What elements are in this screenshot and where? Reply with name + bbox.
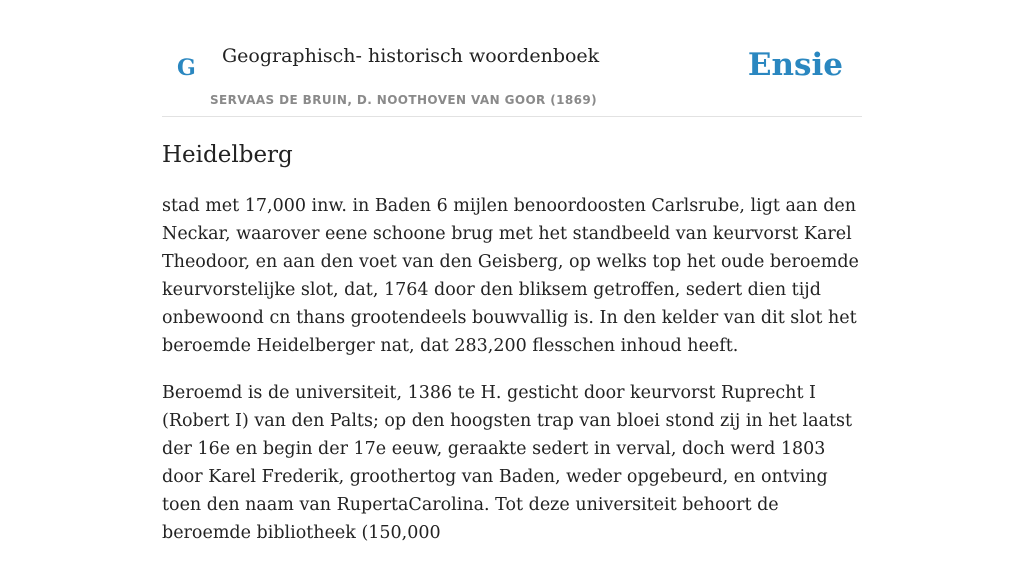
article-paragraph: Beroemd is de universiteit, 1386 te H. gesticht door keurvorst Ruprecht I (Robert I) van den Palts; op den hoogsten trap van bloei stond zij in het laatst der 16e en begin der 17e eeuw, geraakte sedert in verval, doch werd 1803 door Karel Frederik, groothertog van Baden, weder opgebeurd, en ontving toen den naam van RupertaCarolina. Tot deze universiteit behoort de beroemde bibliotheek (150,000 [162, 383, 852, 543]
book-title-link[interactable]: Geographisch- historisch woordenboek [222, 45, 600, 67]
book-letter-link[interactable]: G [177, 55, 196, 81]
book-author: SERVAAS DE BRUIN, D. NOOTHOVEN VAN GOOR (1869) [210, 93, 598, 107]
book-header [162, 0, 862, 117]
article-paragraph: stad met 17,000 inw. in Baden 6 mijlen benoordoosten Carlsrube, ligt aan den Neckar, waarover eene schoone brug met het standbeeld van keurvorst Karel Theodoor, en aan den voet van den Geisberg, op welks top het oude beroemde keurvorstelijke slot, dat, 1764 door den bliksem getroffen, sedert dien tijd onbewoond cn thans grootendeels bouwvallig is. In den kelder van dit slot het beroemde Heidelberger nat, dat 283,200 flesschen inhoud heeft. [162, 196, 859, 356]
ensie-logo-link[interactable]: Ensie [747, 47, 843, 83]
article-content [162, 192, 862, 566]
article-title: Heidelberg [162, 142, 293, 168]
